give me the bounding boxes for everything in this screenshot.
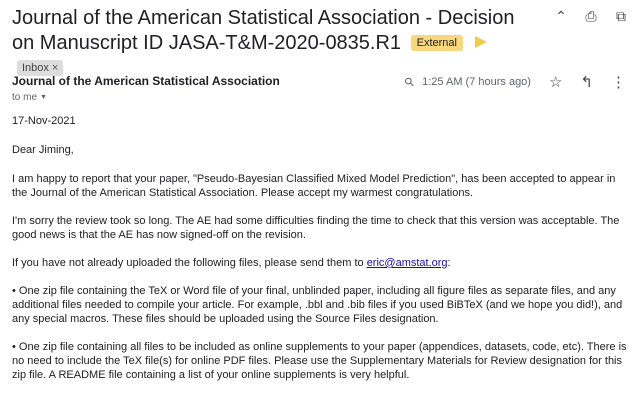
header-actions <box>552 8 630 25</box>
chevron-down-icon[interactable]: ▼ <box>40 94 47 101</box>
timestamp: 1:25 AM (7 hours ago) <box>422 76 531 88</box>
subject-text: Journal of the American Statistical Association - Decision on Manuscript ID JASA-T&M-2020-0835.R1 <box>12 7 515 54</box>
star-icon[interactable]: ☆ <box>548 74 563 91</box>
paragraph-review: I'm sorry the review took so long. The AE had some difficulties finding the time to check that this version was acceptable. The good news is that the AE has now signed-off on the revision. <box>12 215 620 241</box>
date-line: 17-Nov-2021 <box>12 115 76 127</box>
greeting: Dear Jiming, <box>12 144 74 156</box>
inbox-label: Inbox × <box>17 60 63 76</box>
email-link[interactable]: eric@amstat.org <box>366 257 448 269</box>
external-label: External <box>411 35 463 51</box>
reply-icon[interactable]: ↰ <box>580 74 593 91</box>
importance-marker-icon[interactable] <box>475 36 487 48</box>
attachment-icon: ⚲ <box>401 73 418 91</box>
remove-label-icon[interactable]: × <box>51 62 59 74</box>
recipient-line[interactable]: to me ▼ <box>12 92 47 103</box>
expand-icon[interactable]: ⌃ <box>555 8 567 24</box>
message-meta <box>401 73 626 91</box>
paragraph-upload: If you have not already uploaded the following files, please send them to eric@amstat.org: <box>12 257 451 269</box>
message-body <box>12 114 628 382</box>
open-new-window-icon[interactable]: ⧉ <box>616 8 626 24</box>
sender-name: Journal of the American Statistical Association <box>12 74 280 88</box>
bullet-source-files: • One zip file containing the TeX or Word file of your final, unblinded paper, including all figure files as separate files, and any additional files needed to compile your article. For example, .bbl and .bib files if you used BiBTeX (and we hope you did!), and any special macros. These files should be uploaded using the Source Files designation. <box>12 285 623 325</box>
more-icon[interactable]: ⋮ <box>611 74 626 91</box>
bullet-supplements: • One zip file containing all files to be included as online supplements to your paper (appendices, datasets, code, etc). There is no need to include the TeX file(s) for online PDF files. Please use the Supplementary Materials for Review designation for this zip file. A README file containing a list of your online supplements is very helpful. <box>12 341 627 381</box>
print-icon[interactable]: ⎙ <box>585 8 597 24</box>
email-subject <box>12 6 542 81</box>
paragraph-acceptance: I am happy to report that your paper, "Pseudo-Bayesian Classified Mixed Model Prediction", has been accepted to appear in the Journal of the American Statistical Association. Please accept my warmest congratulations. <box>12 173 616 199</box>
